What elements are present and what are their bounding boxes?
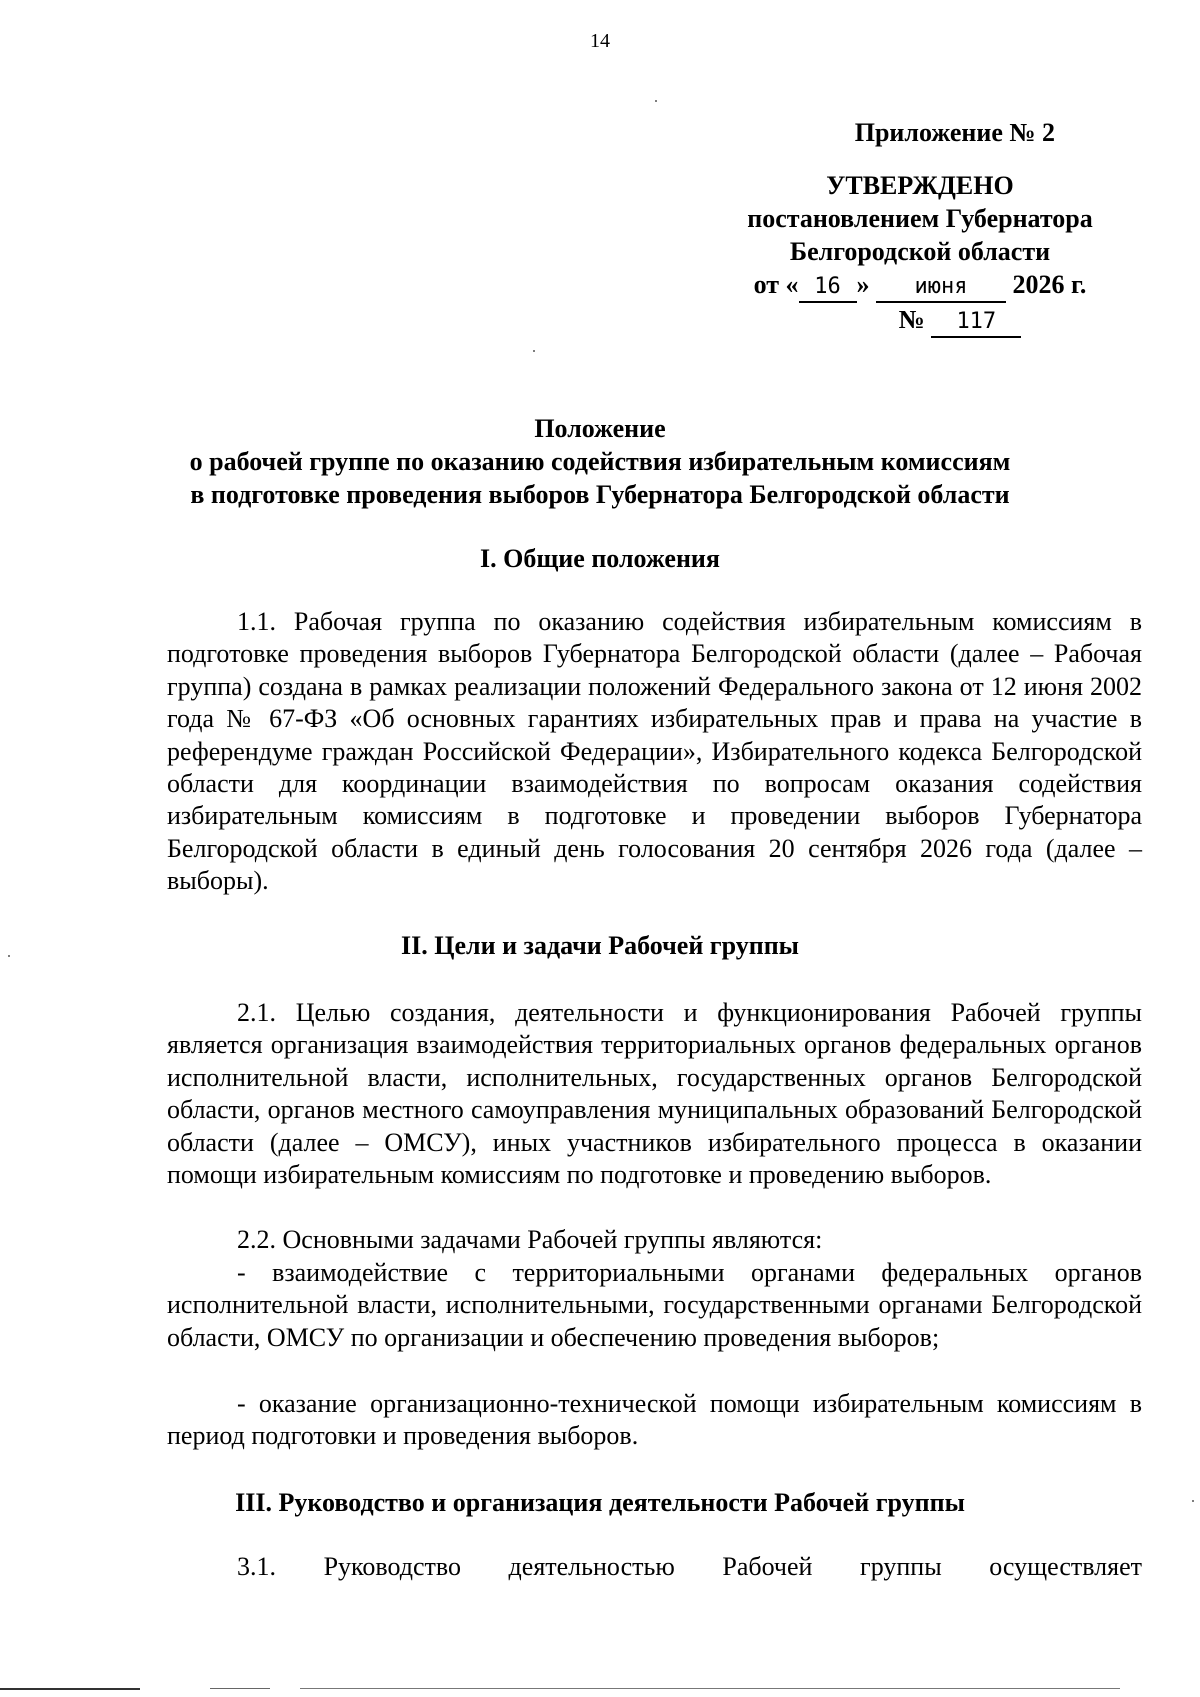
date-day: 16: [799, 273, 857, 303]
document-title: [150, 412, 1050, 511]
page-number: 14: [590, 30, 610, 52]
approved-by-line1: постановлением Губернатора: [747, 204, 1093, 233]
approval-number: [690, 303, 1150, 338]
paragraph-2-2-item-2: - оказание организационно-технической помощи избирательным комиссиям в период подготовки и проведения выборов.: [167, 1389, 1142, 1451]
date-mid: »: [856, 270, 870, 299]
scan-speck: [1192, 1500, 1194, 1502]
scan-artifact-line: [210, 1688, 270, 1689]
paragraph-1-1: 1.1. Рабочая группа по оказанию содействия избирательным комиссиям в подготовке проведения выборов Губернатора Белгородской области (далее – Рабочая группа) создана в рамках реализации положений Федерального закона от 12 июня 2002 года № 67-ФЗ «Об основных гарантиях избирательных прав и права на участие в референдуме граждан Российской Федерации», Избирательного кодекса Белгородской области для координации взаимодействия по вопросам оказания содействия избирательным комиссиям в подготовке и проведении выборов Губернатора Белгородской области в единый день голосования 20 сентября 2026 года (далее – выборы).: [167, 607, 1142, 896]
document-number: 117: [931, 308, 1021, 338]
scan-speck: [8, 955, 10, 957]
title-line2: о рабочей группе по оказанию содействия избирательным комиссиям: [189, 447, 1011, 476]
paragraph-2-2-item-1: - взаимодействие с территориальными органами федеральных органов исполнительной власти, исполнительными, государственными органами Белгородской области, ОМСУ по организации и обеспечению проведения выборов;: [167, 1258, 1142, 1352]
title-line3: в подготовке проведения выборов Губернатора Белгородской области: [190, 480, 1010, 509]
scan-artifact-line: [0, 1688, 140, 1690]
annex-label: Приложение № 2: [854, 118, 1055, 147]
section-3-heading: III. Руководство и организация деятельности Рабочей группы: [235, 1488, 965, 1517]
date-month: июня: [876, 273, 1006, 303]
approval-block: [690, 116, 1150, 338]
paragraph-2-2: 2.2. Основными задачами Рабочей группы являются:: [237, 1225, 823, 1254]
paragraph-3-1: 3.1. Руководство деятельностью Рабочей группы осуществляет: [237, 1552, 1142, 1581]
date-year: 2026 г.: [1012, 270, 1087, 299]
scan-speck: [655, 100, 657, 102]
section-2-heading: II. Цели и задачи Рабочей группы: [401, 931, 799, 960]
number-prefix: №: [898, 305, 925, 334]
approved-stamp-text: УТВЕРЖДЕНО: [826, 171, 1014, 200]
section-1-heading: I. Общие положения: [480, 544, 720, 573]
approved-by-line2: Белгородской области: [789, 237, 1051, 266]
paragraph-2-1: 2.1. Целью создания, деятельности и функционирования Рабочей группы является организация взаимодействия территориальных органов федеральных органов исполнительной власти, исполнительных, государственных органов Белгородской области, органов местного самоуправления муниципальных образований Белгородской области (далее – ОМСУ), иных участников избирательного процесса в оказании помощи избирательным комиссиям по подготовке и проведению выборов.: [167, 998, 1142, 1190]
scan-speck: [533, 350, 535, 352]
approval-date: [690, 268, 1150, 303]
title-line1: Положение: [534, 414, 666, 443]
scan-artifact-line: [300, 1688, 1120, 1689]
date-prefix: от «: [753, 270, 799, 299]
